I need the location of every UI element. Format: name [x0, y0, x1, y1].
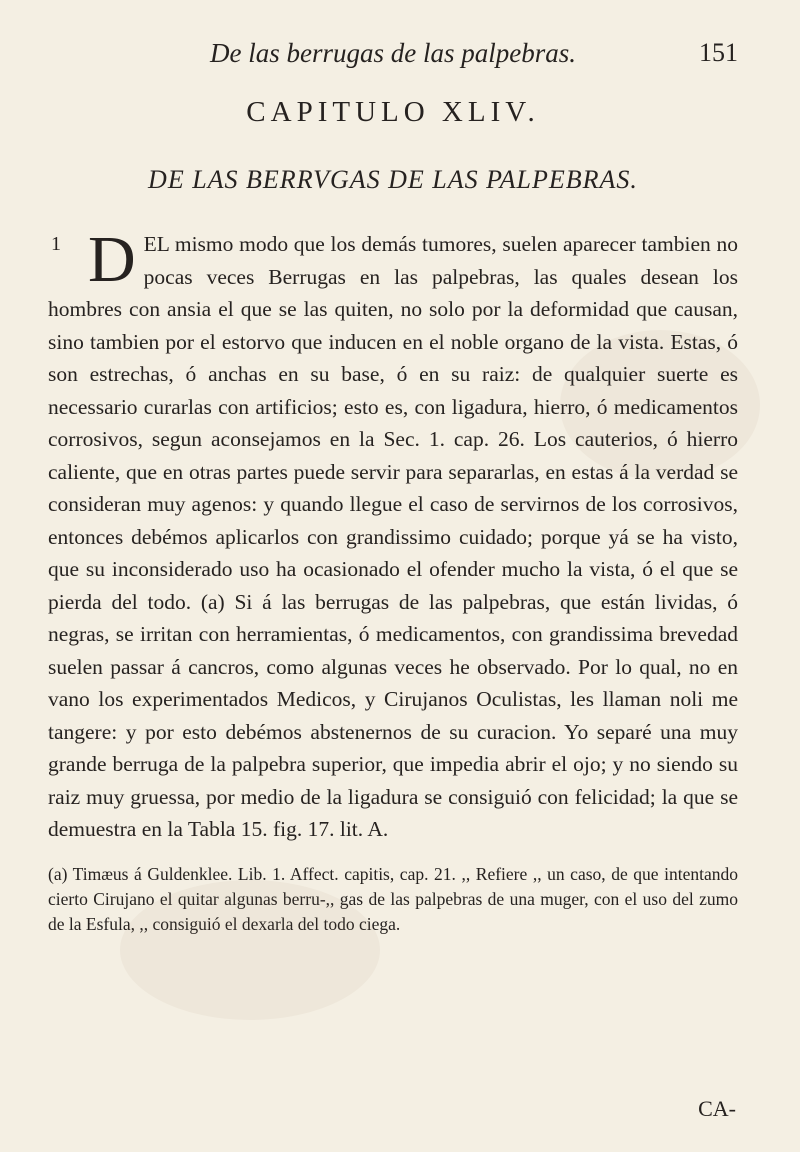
paragraph-text: EL mismo modo que los demás tumores, suelen aparecer tambien no pocas veces Berrugas en las palpebras, las quales desean los hombres con ansia el que se las quiten, no solo por la deformidad que causan, sino tambien por el estorvo que inducen en el noble organo de la vista. Estas, ó son estrechas, ó anchas en su base, ó en su raiz: de qualquier suerte es necessario curarlas con artificios; esto es, con ligadura, hierro, ó medicamentos corrosivos, segun aconsejamos en la Sec. 1. cap. 26. Los cauterios, ó hierro caliente, que en otras partes puede servir para separarlas, en estas á la verdad se consideran muy agenos: y quando llegue el caso de servirnos de los corrosivos, entonces debémos aplicarlos con grandissimo cuidado; porque yá se ha visto, que su inconsiderado uso ha ocasionado el ofender mucho la vista, ó el que se pierda del todo. (a) Si á las berrugas de las palpebras, que están lividas, ó negras, se irritan con herramientas, ó medicamentos, con grandissima brevedad suelen passar á cancros, como algunas veces he observado. Por lo qual, no en vano los experimentados Medicos, y Cirujanos Oculistas, les llaman noli me tangere: y por esto debémos abstenernos de su curacion. Yo separé una muy grande berruga de la palpebra superior, que impedia abrir el ojo; y no siendo su raiz muy gruessa, por medio de la ligadura se consiguió con felicidad; la que se demuestra en la Tabla 15. fig. 17. lit. A. [48, 232, 738, 841]
drop-cap: D [88, 223, 136, 296]
running-head [48, 28, 738, 78]
paragraph-number: 1 [51, 233, 61, 255]
page-number: 151 [699, 38, 738, 67]
body-text [48, 223, 738, 846]
footnote: (a) Timæus á Guldenklee. Lib. 1. Affect. capitis, cap. 21. ,, Refiere ,, un caso, de que intentando cierto Cirujano el quitar algunas berru-,, gas de las palpebras de una muger, con el uso del zumo de la Esfula, ,, consiguió el dexarla del todo ciega. [48, 863, 738, 934]
paper-stain [120, 880, 380, 1020]
catchword: CA- [698, 1096, 736, 1121]
running-head-title: De las berrugas de las palpebras. [210, 38, 576, 68]
paragraph [48, 223, 738, 846]
chapter-heading: CAPITULO XLIV. [246, 96, 540, 128]
chapter-subtitle: DE LAS BERRVGAS DE LAS PALPEBRAS. [148, 165, 638, 194]
